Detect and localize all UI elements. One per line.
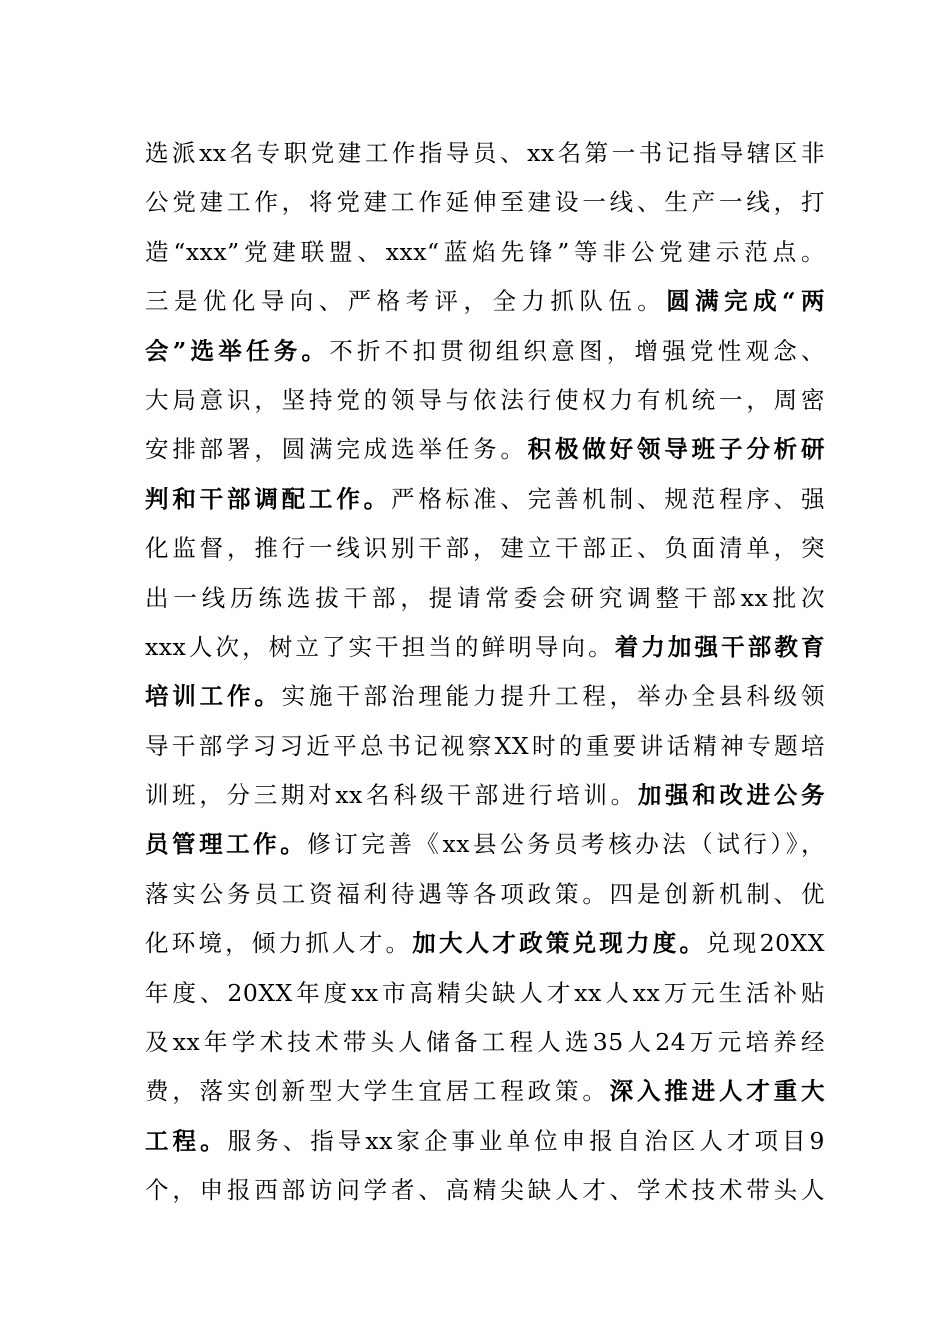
text-line <box>145 129 825 178</box>
body-text-run: xxx人次，树立了实干担当的鲜明导向。 <box>145 632 615 661</box>
text-line <box>145 1018 825 1067</box>
text-line <box>145 1117 825 1166</box>
text-line <box>145 376 825 425</box>
body-text-run: 费，落实创新型大学生宜居工程政策。 <box>145 1077 610 1106</box>
bold-heading-text: 培训工作。 <box>145 682 282 711</box>
text-line <box>145 1067 825 1116</box>
body-text-run: 化监督，推行一线识别干部，建立干部正、负面清单，突 <box>145 534 825 563</box>
body-text-run: 训班，分三期对xx名科级干部进行培训。 <box>145 781 638 810</box>
text-line <box>145 327 825 376</box>
body-text-run: 实施干部治理能力提升工程，举办全县科级领 <box>281 682 826 711</box>
bold-heading-text: 圆满完成“两 <box>666 287 825 316</box>
body-text-run: 修订完善《xx县公务员考核办法（试行）》， <box>307 830 826 859</box>
text-line <box>145 425 825 474</box>
text-line <box>145 771 825 820</box>
bold-heading-text: 工程。 <box>145 1126 228 1155</box>
bold-heading-text: 加大人才政策兑现力度。 <box>412 929 707 958</box>
body-text-run: 化环境，倾力抓人才。 <box>145 929 413 958</box>
bold-heading-text: 加强和改进公务 <box>637 781 825 810</box>
body-text-run: 出一线历练选拔干部，提请常委会研究调整干部xx批次 <box>145 583 825 612</box>
bold-heading-text: 深入推进人才重大 <box>609 1077 826 1106</box>
text-line <box>145 623 825 672</box>
text-line <box>145 722 825 771</box>
body-text-run: 安排部署，圆满完成选举任务。 <box>145 435 528 464</box>
body-text-run: 个，申报西部访问学者、高精尖缺人才、学术技术带头人 <box>145 1176 825 1205</box>
body-text-run: 严格标准、完善机制、规范程序、强 <box>391 484 825 513</box>
body-text <box>145 129 825 1216</box>
text-line <box>145 820 825 869</box>
text-line <box>145 277 825 326</box>
bold-heading-text: 着力加强干部教育 <box>614 632 826 661</box>
body-text-run: 三是优化导向、严格考评，全力抓队伍。 <box>145 287 667 316</box>
text-line <box>145 919 825 968</box>
body-text-run: 不折不扣贯彻组织意图，增强党性观念、 <box>329 336 825 365</box>
body-text-run: 公党建工作，将党建工作延伸至建设一线、生产一线，打 <box>145 188 825 217</box>
body-text-run: 服务、指导xx家企事业单位申报自治区人才项目9 <box>227 1126 826 1155</box>
text-line <box>145 228 825 277</box>
text-line <box>145 1166 825 1215</box>
text-line <box>145 524 825 573</box>
body-text-run: 选派xx名专职党建工作指导员、xx名第一书记指导辖区非 <box>145 139 825 167</box>
text-line <box>145 870 825 919</box>
text-line <box>145 178 825 227</box>
body-text-run: 造“xxx”党建联盟、xxx“蓝焰先锋”等非公党建示范点。 <box>145 237 825 266</box>
body-text-run: 大局意识，坚持党的领导与依法行使权力有机统一，周密 <box>145 385 825 414</box>
body-text-run: 导干部学习习近平总书记视察XX时的重要讲话精神专题培 <box>145 731 825 760</box>
bold-heading-text: 积极做好领导班子分析研 <box>527 435 826 464</box>
text-line <box>145 672 825 721</box>
bold-heading-text: 判和干部调配工作。 <box>145 484 391 513</box>
bold-heading-text: 员管理工作。 <box>145 830 308 859</box>
text-line <box>145 574 825 623</box>
text-line <box>145 475 825 524</box>
bold-heading-text: 会”选举任务。 <box>145 336 330 365</box>
body-text-run: 年度、20XX年度xx市高精尖缺人才xx人xx万元生活补贴 <box>145 978 825 1007</box>
body-text-run: 及xx年学术技术带头人储备工程人选35人24万元培养经 <box>145 1028 825 1057</box>
body-text-run: 落实公务员工资福利待遇等各项政策。四是创新机制、优 <box>145 879 825 908</box>
text-line <box>145 969 825 1018</box>
body-text-run: 兑现20XX <box>706 929 825 958</box>
